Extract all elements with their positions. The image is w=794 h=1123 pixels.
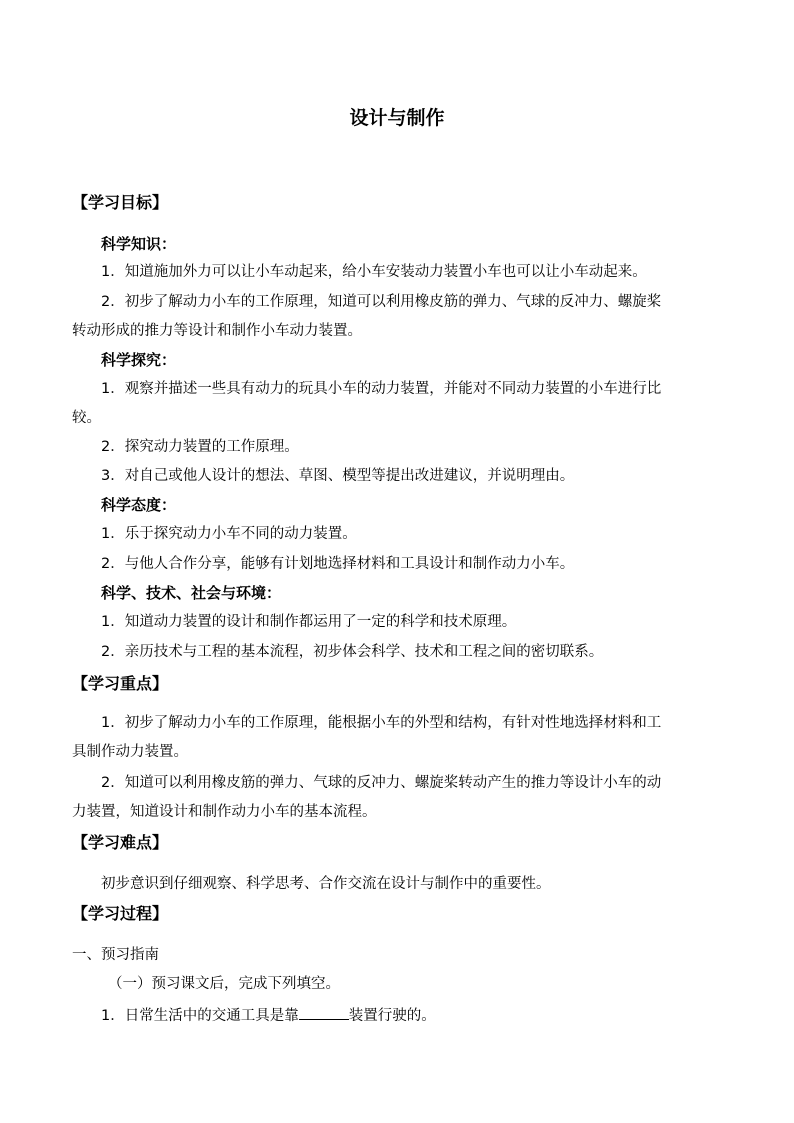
inquiry-item-1b: 较。 (72, 410, 101, 426)
question-1-blank[interactable] (299, 1003, 349, 1020)
attitude-item-2: 2．与他人合作分享，能够有计划地选择材料和工具设计和制作动力小车。 (101, 556, 575, 572)
keypoints-heading: 【学习重点】 (72, 674, 169, 693)
preview-subsection: （一）预习课文后，完成下列填空。 (108, 976, 340, 992)
knowledge-item-2a: 2．初步了解动力小车的工作原理，知道可以利用橡皮筋的弹力、气球的反冲力、螺旋桨 (101, 294, 662, 310)
process-heading: 【学习过程】 (72, 904, 169, 923)
difficulty-heading: 【学习难点】 (72, 833, 169, 852)
knowledge-item-2b: 转动形成的推力等设计和制作小车动力装置。 (72, 323, 362, 339)
knowledge-item-1: 1．知道施加外力可以让小车动起来，给小车安装动力装置小车也可以让小车动起来。 (101, 264, 647, 280)
attitude-label: 科学态度： (101, 496, 177, 514)
attitude-item-1: 1．乐于探究动力小车不同的动力装置。 (101, 526, 357, 542)
question-1-before: 1．日常生活中的交通工具是靠 (101, 1008, 299, 1024)
keypoint-item-1b: 具制作动力装置。 (72, 744, 188, 760)
goals-heading: 【学习目标】 (72, 193, 169, 212)
sts-item-2: 2．亲历技术与工程的基本流程，初步体会科学、技术和工程之间的密切联系。 (101, 644, 604, 660)
inquiry-label: 科学探究： (101, 351, 177, 369)
inquiry-item-1a: 1．观察并描述一些具有动力的玩具小车的动力装置，并能对不同动力装置的小车进行比 (101, 381, 662, 397)
keypoint-item-2a: 2．知道可以利用橡皮筋的弹力、气球的反冲力、螺旋桨转动产生的推力等设计小车的动 (101, 775, 662, 791)
keypoint-item-2b: 力装置，知道设计和制作动力小车的基本流程。 (72, 804, 377, 820)
question-1-after: 装置行驶的。 (348, 1008, 436, 1024)
sts-label: 科学、技术、社会与环境： (101, 584, 282, 602)
sts-item-1: 1．知道动力装置的设计和制作都运用了一定的科学和技术原理。 (101, 614, 517, 630)
inquiry-item-3: 3．对自己或他人设计的想法、草图、模型等提出改进建议，并说明理由。 (101, 468, 575, 484)
keypoint-item-1a: 1．初步了解动力小车的工作原理，能根据小车的外型和结构，有针对性地选择材料和工 (101, 715, 662, 731)
difficulty-text: 初步意识到仔细观察、科学思考、合作交流在设计与制作中的重要性。 (101, 876, 551, 892)
page-title: 设计与制作 (349, 107, 445, 129)
preview-section-title: 一、预习指南 (72, 947, 159, 963)
inquiry-item-2: 2．探究动力装置的工作原理。 (101, 439, 299, 455)
question-1 (101, 1003, 436, 1027)
knowledge-label: 科学知识： (101, 235, 177, 253)
